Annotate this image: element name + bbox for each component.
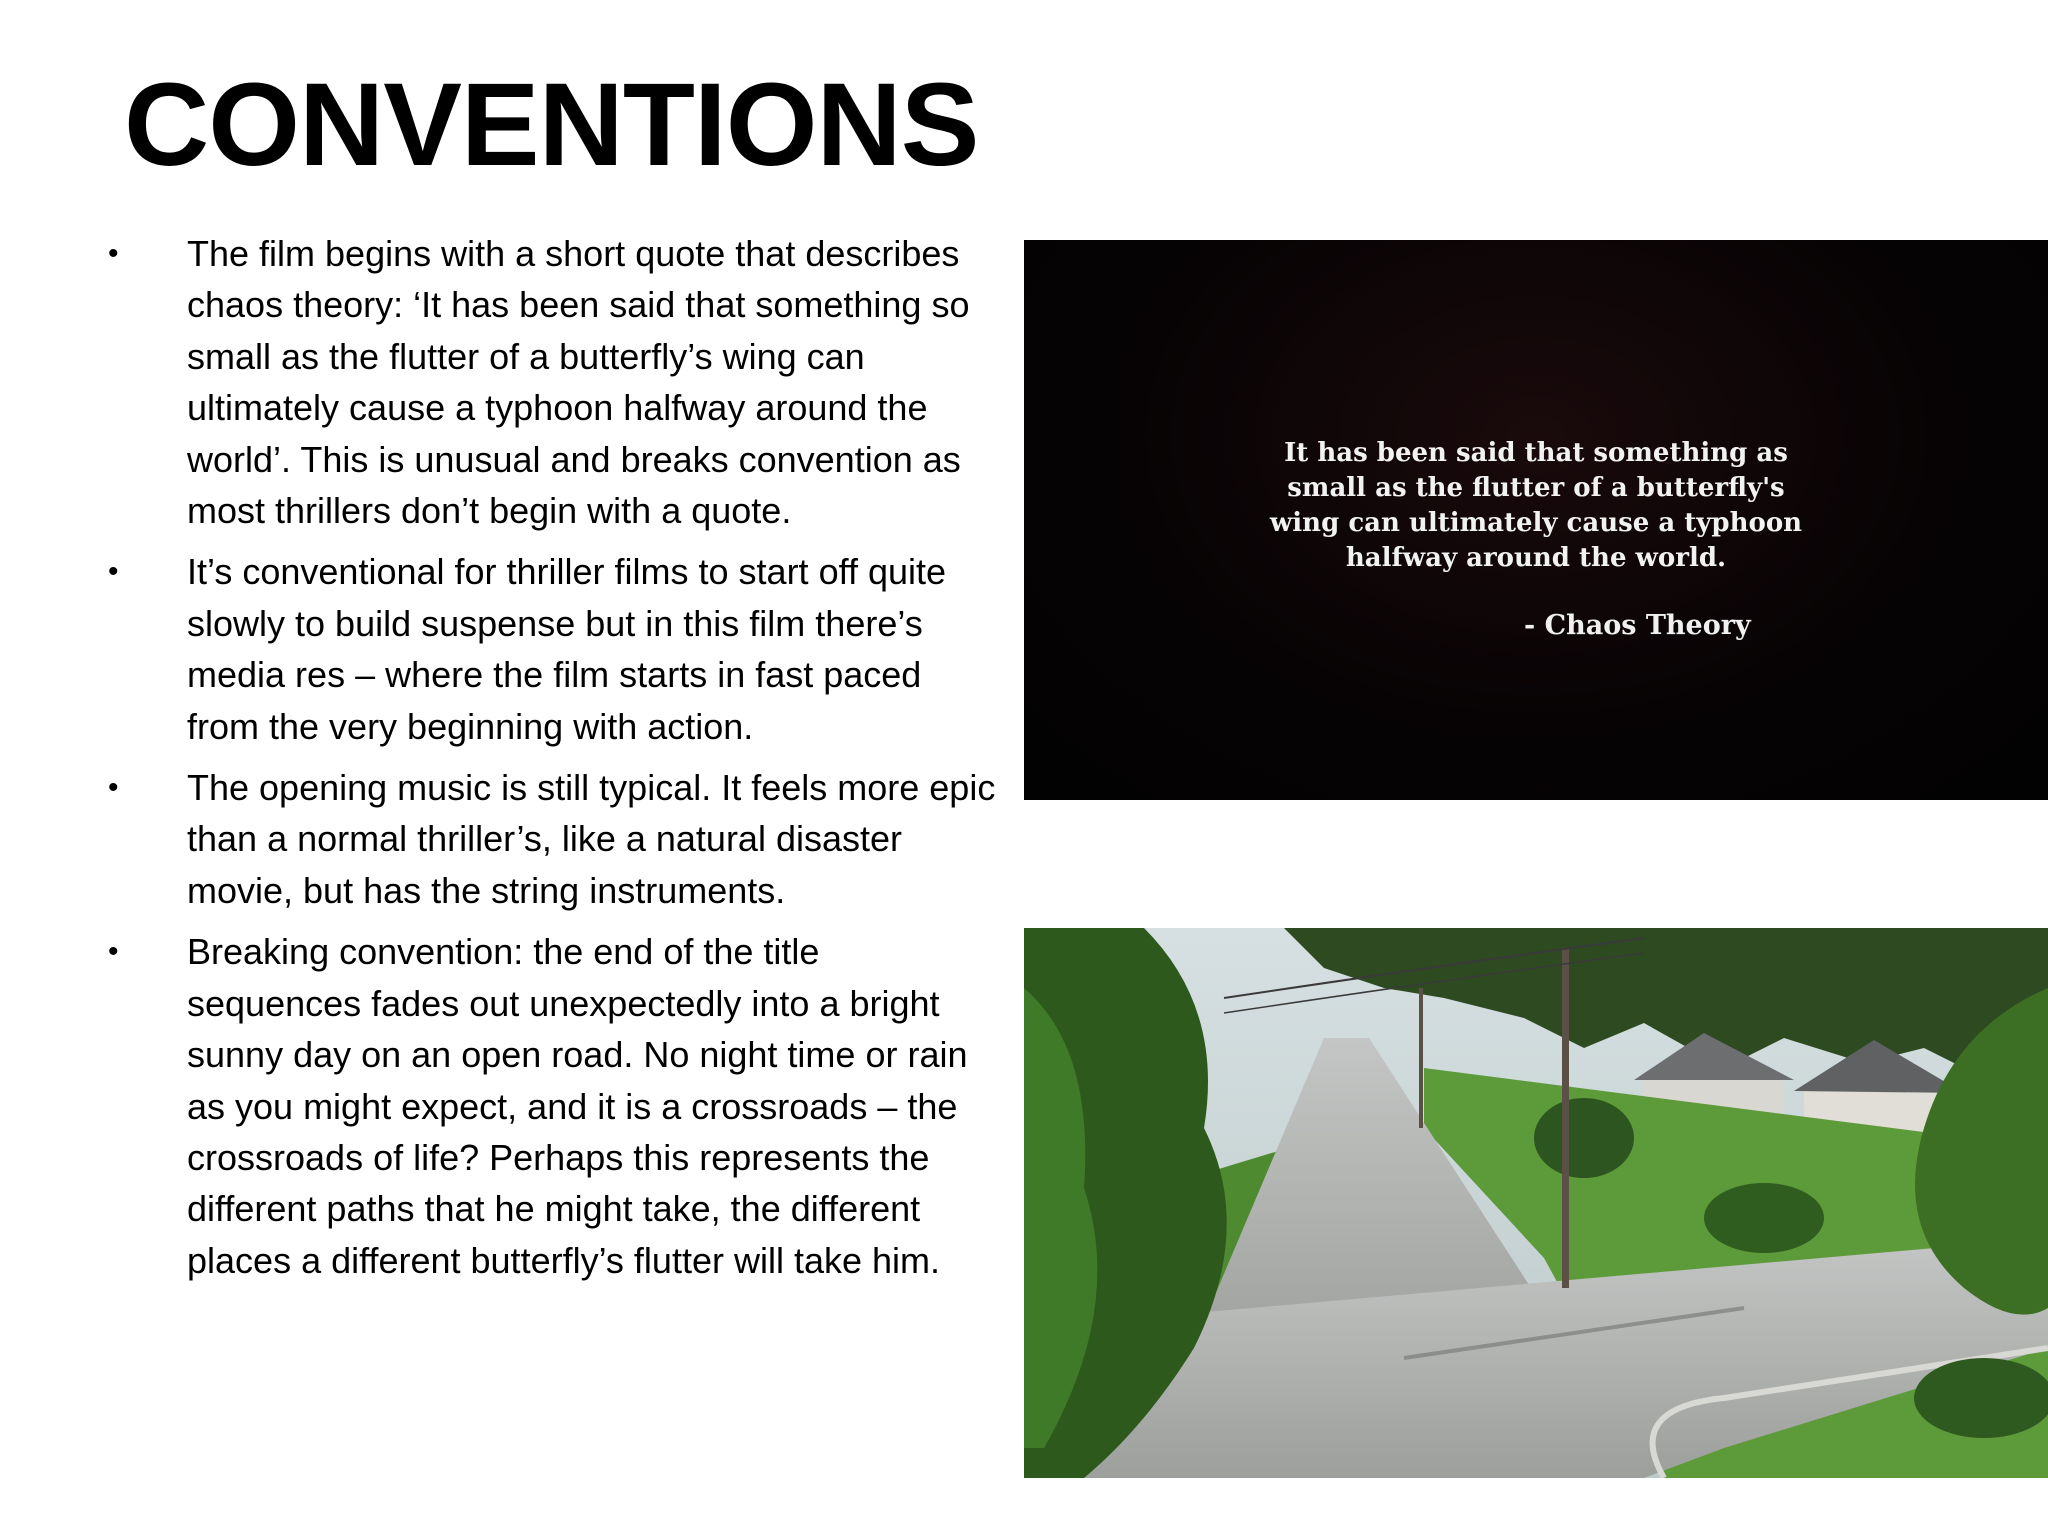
bullet-text: Breaking convention: the end of the title sequences fades out unexpectedly into a bright sunny day on an open road. No night time or rain as you might expect, and it is a crossroads – the crossroads of life? Perhaps this represents the different paths that he might take, the different places a different butterfly’s flutter will take him. <box>187 931 968 1281</box>
bullet-icon: • <box>108 935 119 969</box>
quote-text <box>1024 436 2048 576</box>
bullet-icon: • <box>108 555 119 589</box>
bullet-item <box>100 762 1000 916</box>
chaos-theory-quote-image <box>1024 240 2048 800</box>
quote-line: halfway around the world. <box>1345 543 1727 573</box>
slide-title: CONVENTIONS <box>124 59 979 191</box>
bullet-item <box>100 228 1000 536</box>
bush <box>1914 1358 2048 1438</box>
bullet-item <box>100 926 1000 1286</box>
bullet-icon: • <box>108 237 119 270</box>
utility-pole <box>1419 988 1423 1128</box>
quote-line: small as the flutter of a butterfly's <box>1287 473 1785 503</box>
crossroads-scene <box>1024 928 2048 1478</box>
bullet-item <box>100 546 1000 752</box>
crossroads-image <box>1024 928 2048 1478</box>
bullet-list <box>100 228 1000 1296</box>
quote-attribution: - Chaos Theory <box>1524 610 1751 641</box>
bullet-icon: • <box>108 771 119 805</box>
quote-line: wing can ultimately cause a typhoon <box>1269 508 1803 538</box>
bullet-text: The film begins with a short quote that describes chaos theory: ‘It has been said that something so small as the flutter of a butterfly’s wing can ultimately cause a typhoon halfway around the world’. This is unusual and breaks convention as most thrillers don’t begin with a quote. <box>187 233 970 532</box>
bush <box>1704 1183 1824 1253</box>
quote-line: It has been said that something as <box>1284 438 1788 468</box>
bullet-text: It’s conventional for thriller films to start off quite slowly to build suspense but in this film there’s media res – where the film starts in fast paced from the very beginning with action. <box>187 551 947 747</box>
bullet-text: The opening music is still typical. It feels more epic than a normal thriller’s, like a natural disaster movie, but has the string instruments. <box>187 767 996 911</box>
bush <box>1534 1098 1634 1178</box>
utility-pole <box>1562 948 1569 1288</box>
